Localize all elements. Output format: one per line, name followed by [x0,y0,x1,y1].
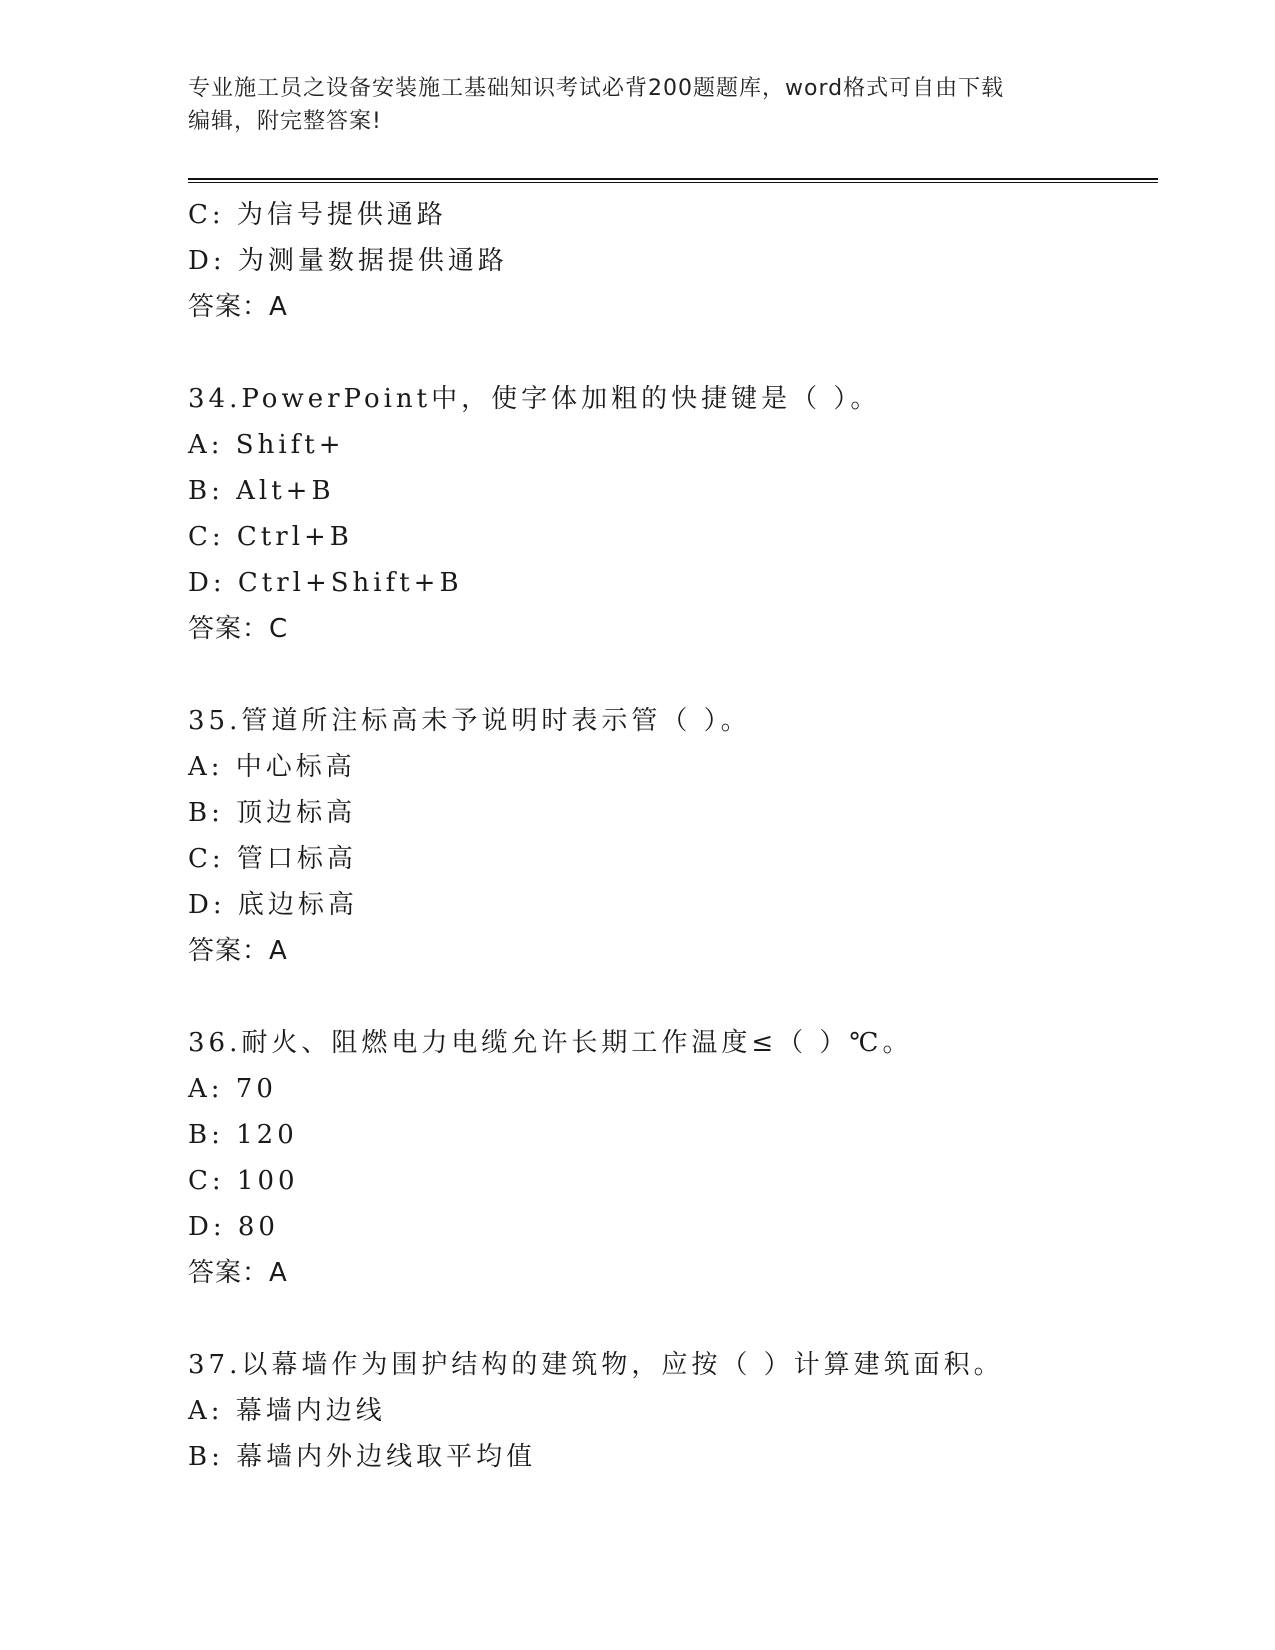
previous-question-tail [188,192,1158,330]
question-list [188,192,1158,1480]
question-gap [188,652,1158,698]
question-36 [188,1020,1158,1296]
question-gap [188,330,1158,376]
option-d: D: 80 [188,1212,279,1242]
answer-line: 答案：A [188,292,288,322]
answer-line: 答案：A [188,1258,288,1288]
option-b: B: Alt+B [188,476,335,506]
question-stem: 34.PowerPoint中，使字体加粗的快捷键是（ ）。 [188,384,881,414]
question-stem: 37.以幕墙作为围护结构的建筑物，应按（ ）计算建筑面积。 [188,1350,1004,1380]
option-d: D: Ctrl+Shift+B [188,568,463,598]
question-37 [188,1342,1158,1480]
option-c: C: 100 [188,1166,299,1196]
header-title-line-2: 编辑，附完整答案! [188,109,382,134]
option-a: A: 幕墙内边线 [188,1396,386,1426]
option-a: A: 70 [188,1074,277,1104]
answer-line: 答案：A [188,936,288,966]
option-d: D: 为测量数据提供通路 [188,246,508,276]
option-b: B: 120 [188,1120,298,1150]
question-gap [188,1296,1158,1342]
option-d: D: 底边标高 [188,890,358,920]
answer-line: 答案：C [188,614,289,644]
option-c: C: 管口标高 [188,844,357,874]
question-34 [188,376,1158,652]
option-c: C: 为信号提供通路 [188,200,447,230]
option-a: A: 中心标高 [188,752,356,782]
header-title-line-1: 专业施工员之设备安装施工基础知识考试必背200题题库，word格式可自由下载 [188,76,1005,101]
header-divider [188,178,1158,183]
question-gap [188,974,1158,1020]
option-b: B: 幕墙内外边线取平均值 [188,1442,537,1472]
option-a: A: Shift+ [188,430,345,460]
document-header [188,72,1088,138]
option-b: B: 顶边标高 [188,798,357,828]
question-stem: 36.耐火、阻燃电力电缆允许长期工作温度≤（ ）℃。 [188,1028,913,1058]
question-stem: 35.管道所注标高未予说明时表示管（ ）。 [188,706,751,736]
question-35 [188,698,1158,974]
option-c: C: Ctrl+B [188,522,353,552]
